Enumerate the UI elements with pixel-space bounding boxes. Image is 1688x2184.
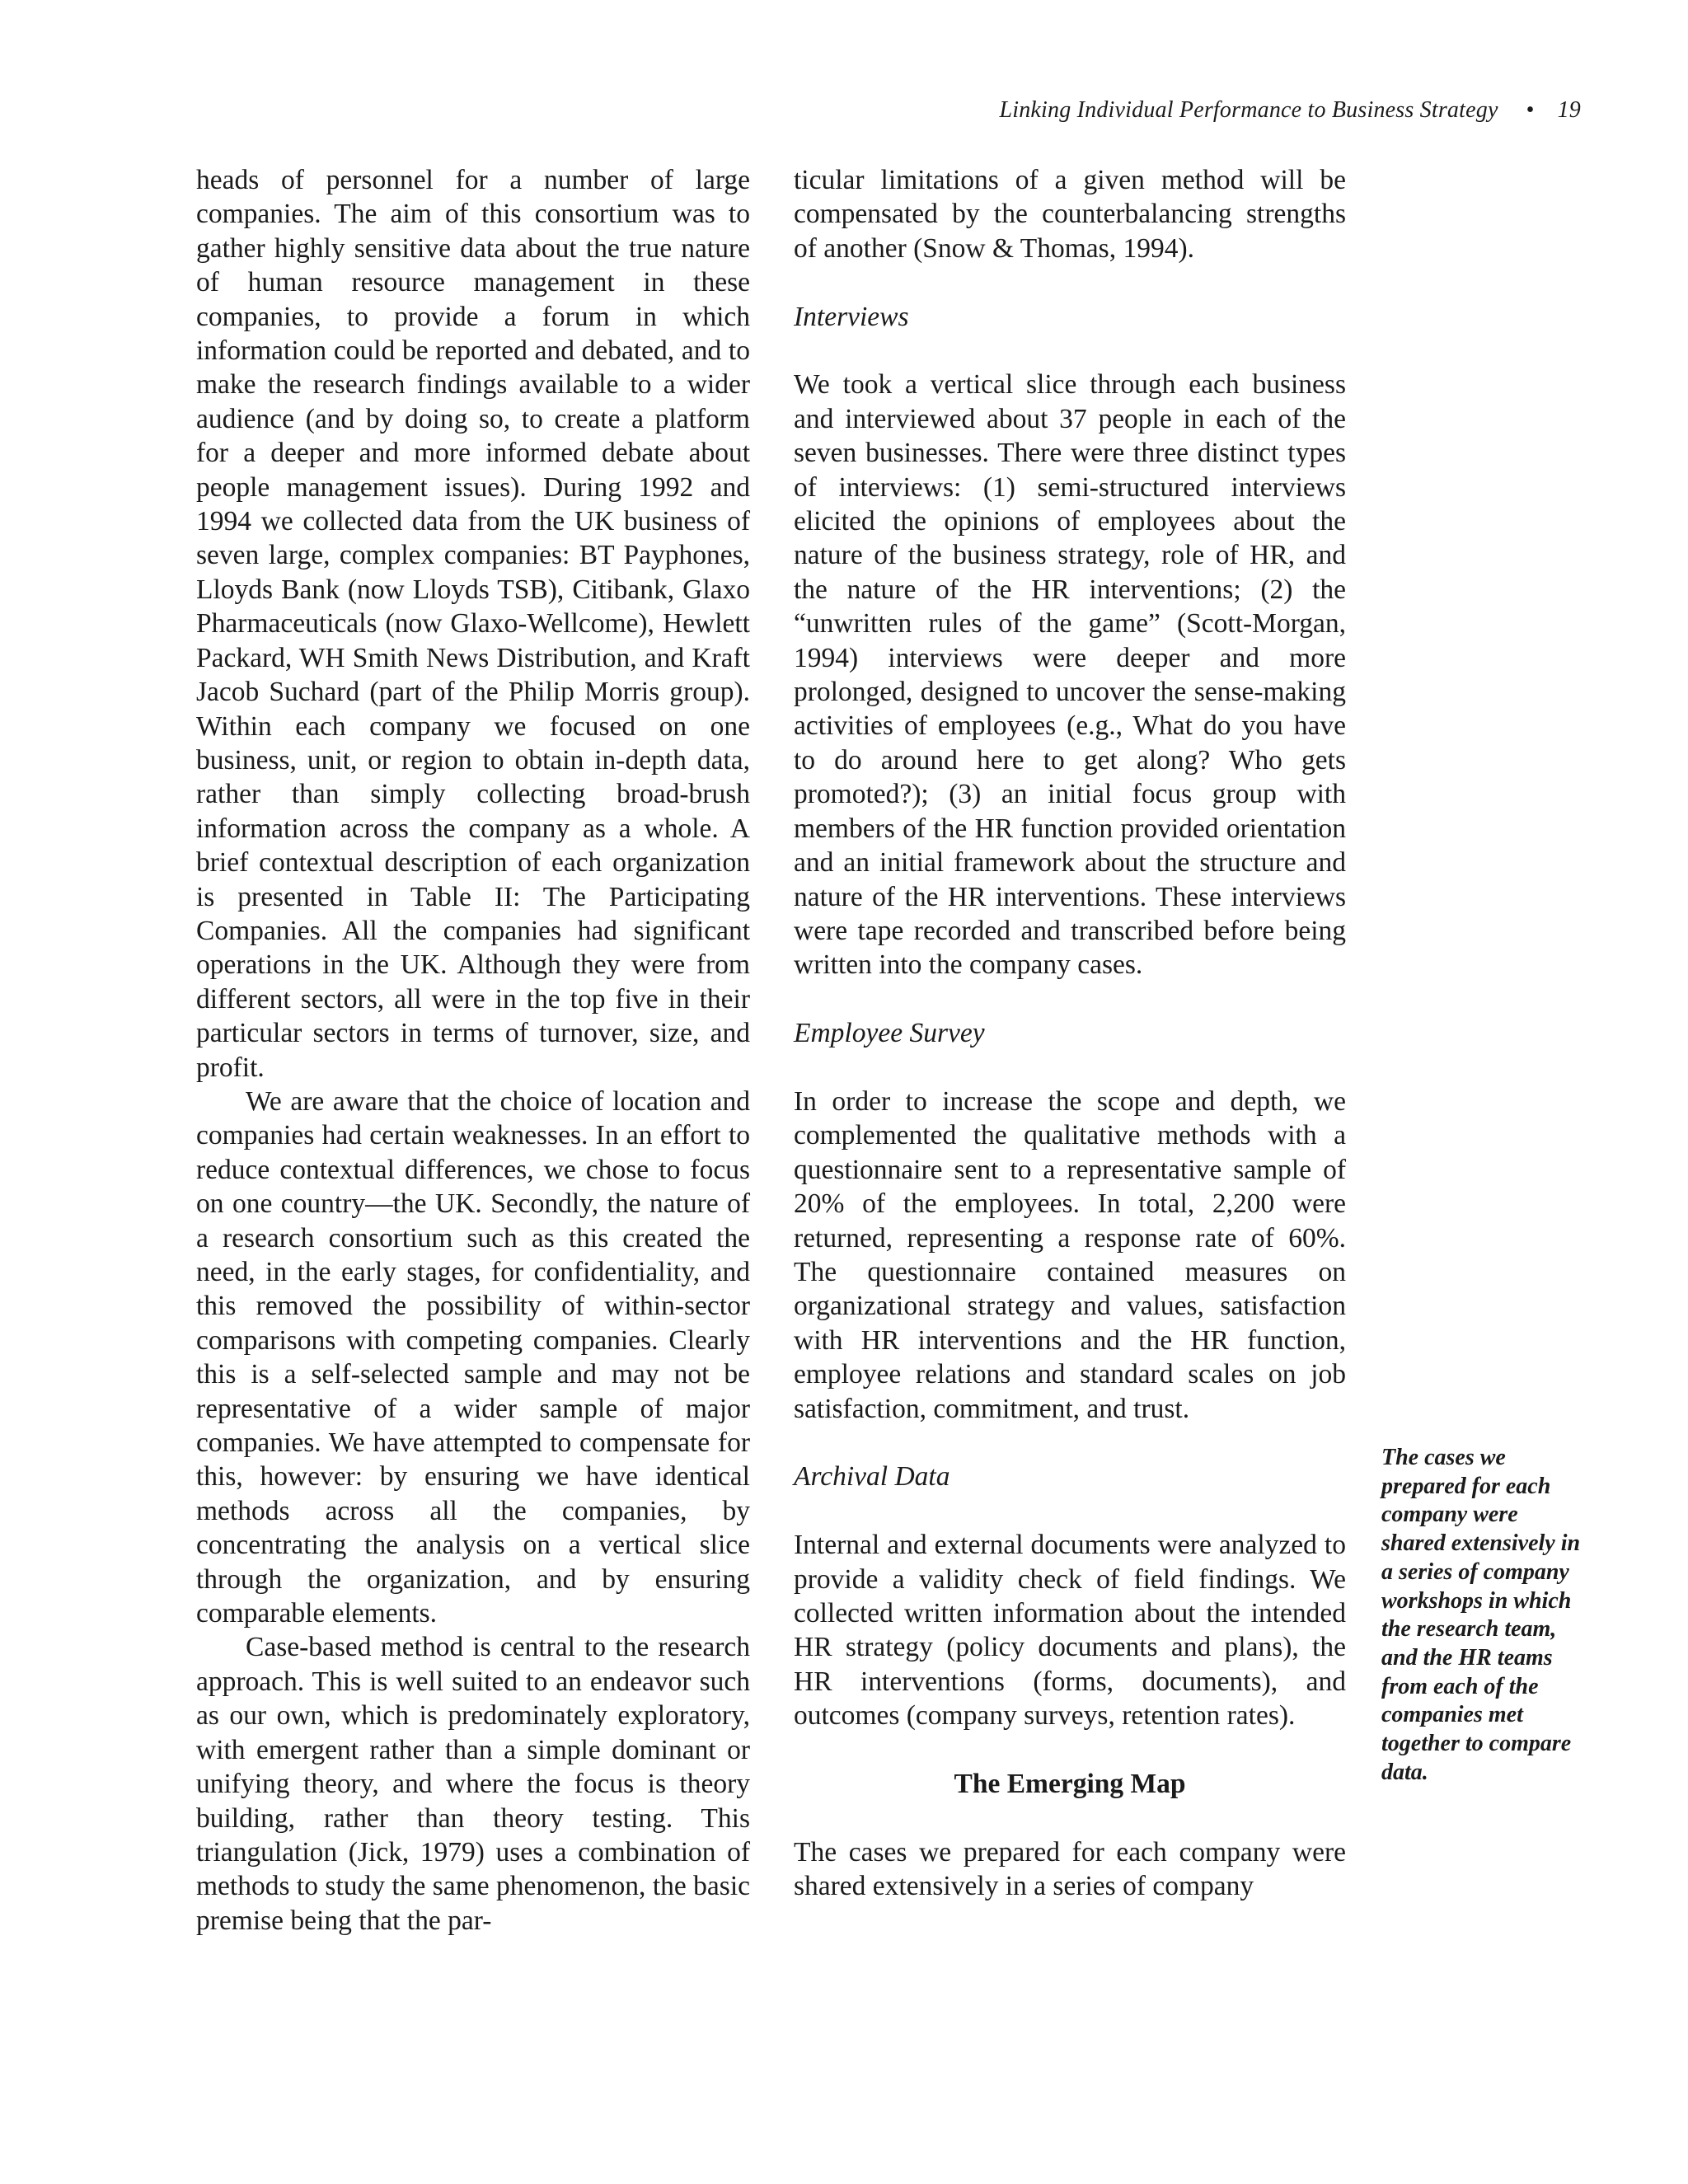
body-paragraph: The cases we prepared for each company were shared extensively in a series of company [794, 1836, 1346, 1902]
body-paragraph: We took a vertical slice through each business and interviewed about 37 people in each of the seven businesses. There were three distinct types of interviews: (1) semi-structured interviews elicited the opinions of employees about the nature of the business strategy, role of HR, and the nature of the HR interventions; (2) the “unwritten rules of the game” (Scott-Morgan, 1994) interviews were deeper and more prolonged, designed to uncover the sense-making activities of employees (e.g., What do you have to do around here to get along? Who gets promoted?); (3) an initial focus group with members of the HR function provided orientation and an initial framework about the structure and nature of the HR interventions. These interviews were tape recorded and transcribed before being written into the company cases. [794, 369, 1346, 981]
margin-pull-quote: The cases we prepared for each company were shared extensively in a series of company workshops in which the research team, and the HR teams from each of the companies met together to compare data. [1381, 1445, 1581, 1785]
subheading-archival-data: Archival Data [794, 1461, 950, 1493]
body-paragraph: ticular limitations of a given method will be compensated by the counterbalancing strengths of another (Snow & Thomas, 1994). [794, 165, 1346, 264]
subheading-interviews: Interviews [794, 301, 909, 332]
middle-column [794, 163, 1346, 1904]
header-bullet: • [1526, 97, 1535, 123]
body-paragraph: Internal and external documents were analyzed to provide a validity check of field findings. We collected written information about the intended HR strategy (policy documents and plans), the HR interventions (forms, documents), and outcomes (company surveys, retention rates). [794, 1530, 1346, 1732]
left-column [196, 163, 750, 1938]
running-header [999, 97, 1581, 124]
body-paragraph: We are aware that the choice of location and companies had certain weaknesses. In an effort to reduce contextual differences, we chose to focus on one country—the UK. Secondly, the nature of a research consortium such as this created the need, in the early stages, for confidentiality, and this removed the possibility of within-sector comparisons with competing companies. Clearly this is a self-selected sample and may not be representative of a wider sample of major companies. We have attempted to compensate for this, however: by ensuring we have identical methods across all the companies, by concentrating the analysis on a vertical slice through the organization, and by ensuring comparable elements. [196, 1085, 750, 1629]
body-paragraph: In order to increase the scope and depth, we complemented the qualitative methods with a questionnaire sent to a representative sample of 20% of the employees. In total, 2,200 were returned, representing a response rate of 60%. The questionnaire contained measures on organizational strategy and values, satisfaction with HR interventions and the HR function, employee relations and standard scales on job satisfaction, commitment, and trust. [794, 1085, 1346, 1424]
running-title: Linking Individual Performance to Business Strategy [999, 97, 1498, 123]
body-paragraph: heads of personnel for a number of large companies. The aim of this consortium was to gather highly sensitive data about the true nature of human resource management in these companies, to provide a forum in which information could be reported and debated, and to make the research findings available to a wider audience (and by doing so, to create a platform for a deeper and more informed debate about people management issues). During 1992 and 1994 we collected data from the UK business of seven large, complex companies: BT Payphones, Lloyds Bank (now Lloyds TSB), Citibank, Glaxo Pharmaceuticals (now Glaxo-Wellcome), Hewlett Packard, WH Smith News Distribution, and Kraft Jacob Suchard (part of the Philip Morris group). Within each company we focused on one business, unit, or region to obtain in-depth data, rather than simply collecting broad-brush information across the company as a whole. A brief contextual description of each organization is presented in Table II: The Participating Companies. All the companies had significant operations in the UK. Although they were from different sectors, all were in the top five in their particular sectors in terms of turnover, size, and profit. [196, 165, 750, 1083]
body-paragraph: Case-based method is central to the research approach. This is well suited to an endeavor such as our own, which is predominately exploratory, with emergent rather than a simple dominant or unifying theory, and where the focus is theory building, rather than theory testing. This triangulation (Jick, 1979) uses a combination of methods to study the same phenomenon, the basic premise being that the par- [196, 1632, 750, 1936]
section-heading-emerging-map: The Emerging Map [954, 1768, 1186, 1799]
page-number: 19 [1557, 97, 1581, 123]
subheading-employee-survey: Employee Survey [794, 1018, 985, 1049]
